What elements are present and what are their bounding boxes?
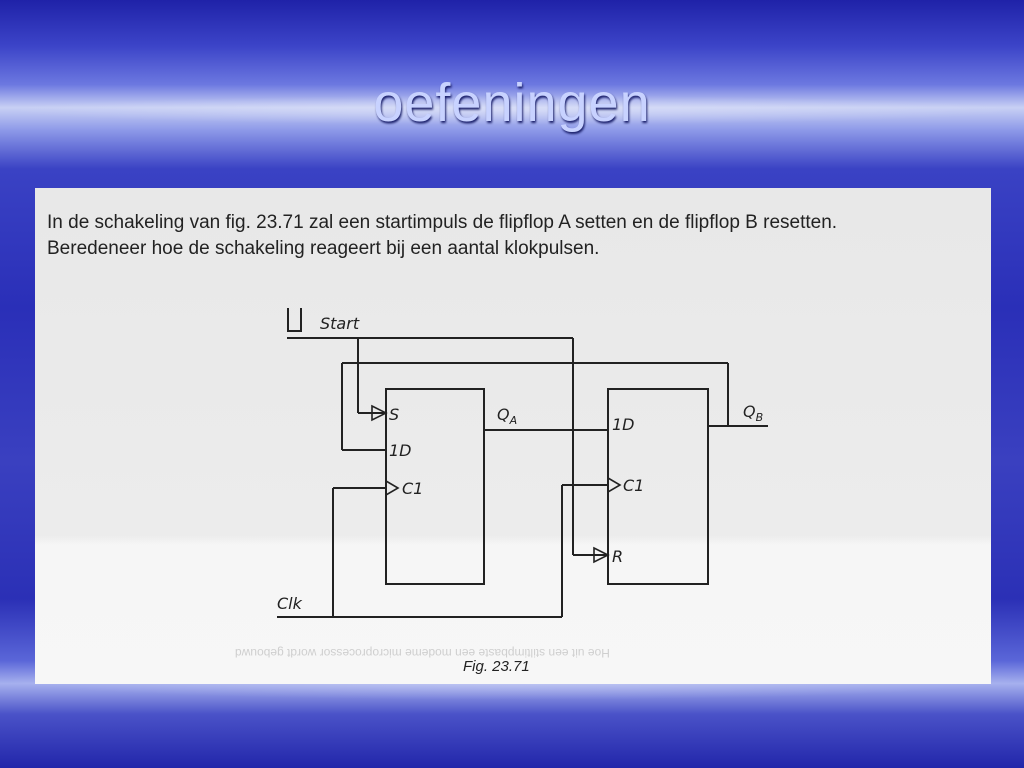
circuit-diagram: [35, 188, 991, 684]
start-pulse-symbol: [288, 308, 301, 331]
clock-triangle-b: [608, 478, 620, 492]
figure-caption: Fig. 23.71: [463, 658, 530, 675]
mirrored-bleed-text: Hoe uit een stiltimpbaste een modeme microprocessor wordt gebouwd: [235, 646, 610, 660]
ffb-r-label: R: [612, 547, 624, 566]
start-label: Start: [320, 314, 360, 333]
exercise-line-1: In de schakeling van fig. 23.71 zal een startimpuls de flipflop A setten en de flipflop B resetten.: [47, 212, 838, 233]
exercise-panel: [35, 188, 991, 684]
qb-label: $Q_B$: [743, 402, 764, 424]
ffa-c-label: C1: [402, 479, 424, 498]
ffa-d-label: 1D: [389, 441, 412, 460]
qa-label: $Q_A$: [497, 405, 518, 427]
ffb-d-label: 1D: [612, 415, 635, 434]
ffb-c-label: C1: [623, 476, 645, 495]
slide-title: oefeningen: [373, 73, 651, 133]
exercise-line-2: Beredeneer hoe de schakeling reageert bij een aantal klokpulsen.: [47, 238, 600, 259]
clock-triangle-a: [386, 481, 398, 495]
flipflop-a: [386, 389, 484, 584]
clk-label: Clk: [277, 594, 302, 613]
ffa-s-label: S: [389, 405, 400, 424]
